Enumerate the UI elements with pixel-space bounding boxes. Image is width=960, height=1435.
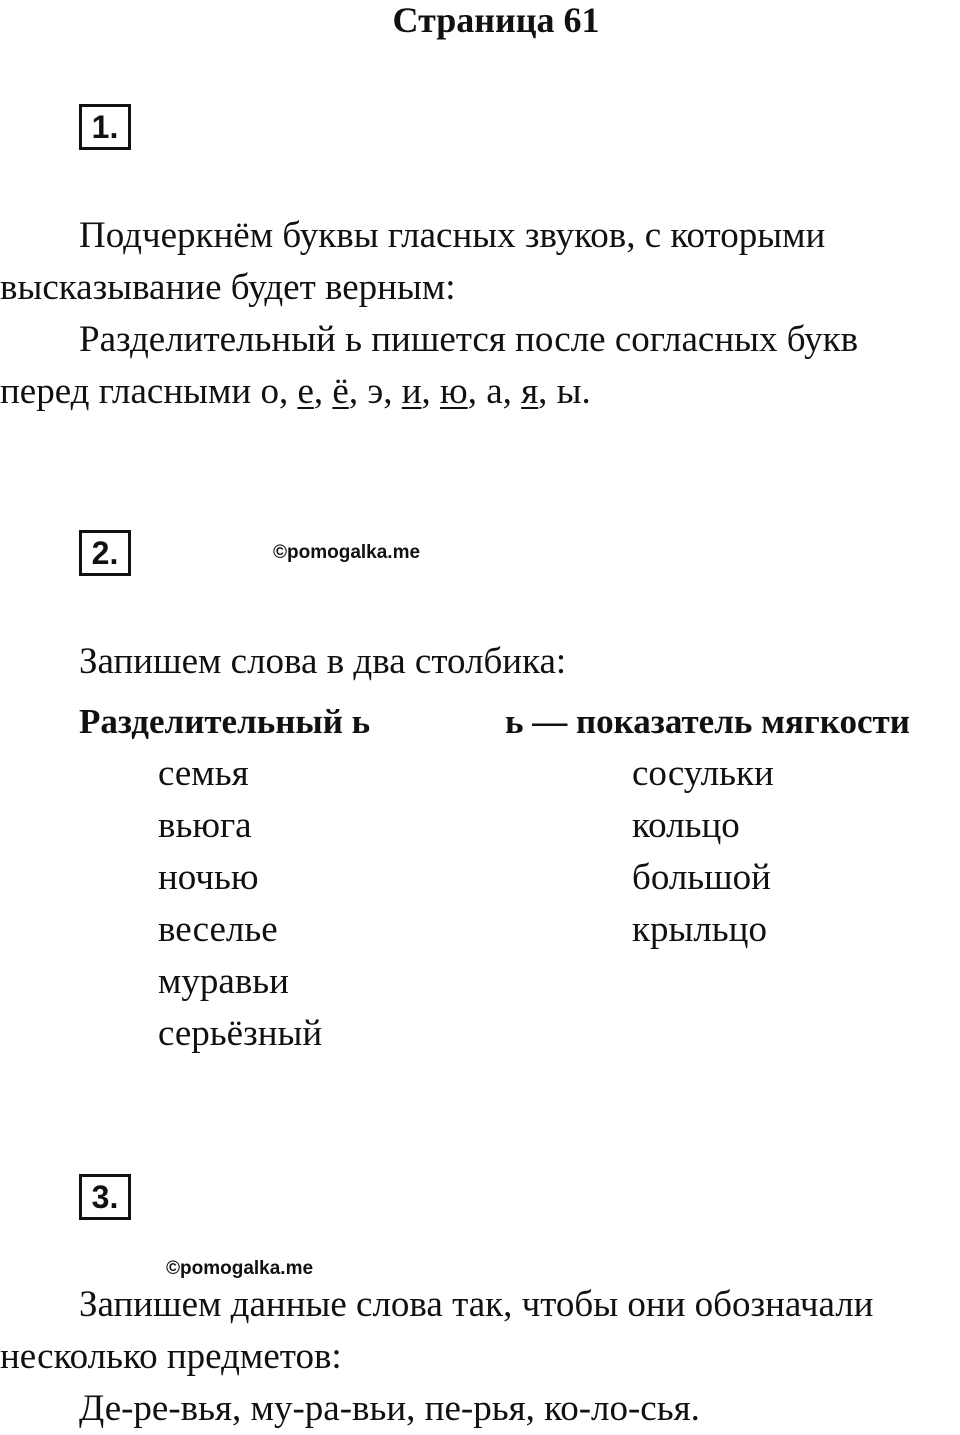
punctuation: , (383, 371, 402, 412)
vowel-letter-list (260, 371, 590, 412)
softness-soft-sign-word: крыльцо (632, 909, 767, 950)
dividing-soft-sign-word: серьёзный (158, 1013, 323, 1054)
dividing-soft-sign-word: ночью (158, 857, 259, 898)
column-1-word-list (158, 748, 322, 1060)
softness-soft-sign-word: большой (632, 857, 771, 898)
vowel-letter-underlined: е (297, 371, 314, 412)
page-title: Страница 61 (392, 0, 600, 40)
vowel-letter-underlined: я (521, 371, 539, 412)
dividing-soft-sign-word: семья (158, 753, 249, 794)
punctuation: , (313, 371, 333, 412)
task-3-intro-line-1: Запишем данные слова так, чтобы они обозначали (79, 1284, 874, 1325)
dividing-soft-sign-word: вьюга (158, 805, 252, 846)
punctuation: , (348, 371, 368, 412)
watermark-2: ©pomogalka.me (166, 1258, 314, 1279)
task-1-rule-line-2 (0, 366, 591, 418)
softness-soft-sign-word: кольцо (632, 805, 740, 846)
vowel-letter-underlined: ё (332, 371, 349, 412)
punctuation: , (278, 371, 298, 412)
vowel-letter-underlined: и (401, 371, 422, 412)
vowel-letter: э (367, 371, 384, 412)
task-2-intro: Запишем слова в два столбика: (79, 641, 567, 682)
dividing-soft-sign-word: муравьи (158, 961, 289, 1002)
task-2-number: 2. (79, 530, 131, 576)
rule-prefix: перед гласными (0, 371, 261, 412)
dividing-soft-sign-word: веселье (158, 909, 278, 950)
vowel-letter: о (260, 371, 279, 412)
vowel-letter: а (486, 371, 503, 412)
task-3-answer: Де-ре-вья, му-ра-вьи, пе-рья, ко-ло-сья. (79, 1388, 700, 1429)
column-2-word-list (632, 748, 774, 956)
vowel-letter: ы (556, 371, 582, 412)
vowel-letter-underlined: ю (440, 371, 468, 412)
punctuation: , (421, 371, 441, 412)
punctuation: , (538, 371, 557, 412)
punctuation: , (502, 371, 522, 412)
task-3-intro-line-2: несколько предметов: (0, 1336, 342, 1377)
punctuation: , (467, 371, 487, 412)
task-1-number: 1. (79, 104, 131, 150)
column-1-header: Разделительный ь (79, 702, 371, 741)
punctuation: . (581, 371, 591, 412)
column-2-header: ь — показатель мягкости (505, 702, 910, 741)
softness-soft-sign-word: сосульки (632, 753, 774, 794)
task-1-intro-line-1: Подчеркнём буквы гласных звуков, с которыми (79, 215, 826, 256)
task-1-rule-line-1: Разделительный ь пишется после согласных букв (79, 319, 859, 360)
task-1-intro-line-2: высказывание будет верным: (0, 267, 456, 308)
task-3-number: 3. (79, 1174, 131, 1220)
watermark: ©pomogalka.me (273, 542, 421, 563)
